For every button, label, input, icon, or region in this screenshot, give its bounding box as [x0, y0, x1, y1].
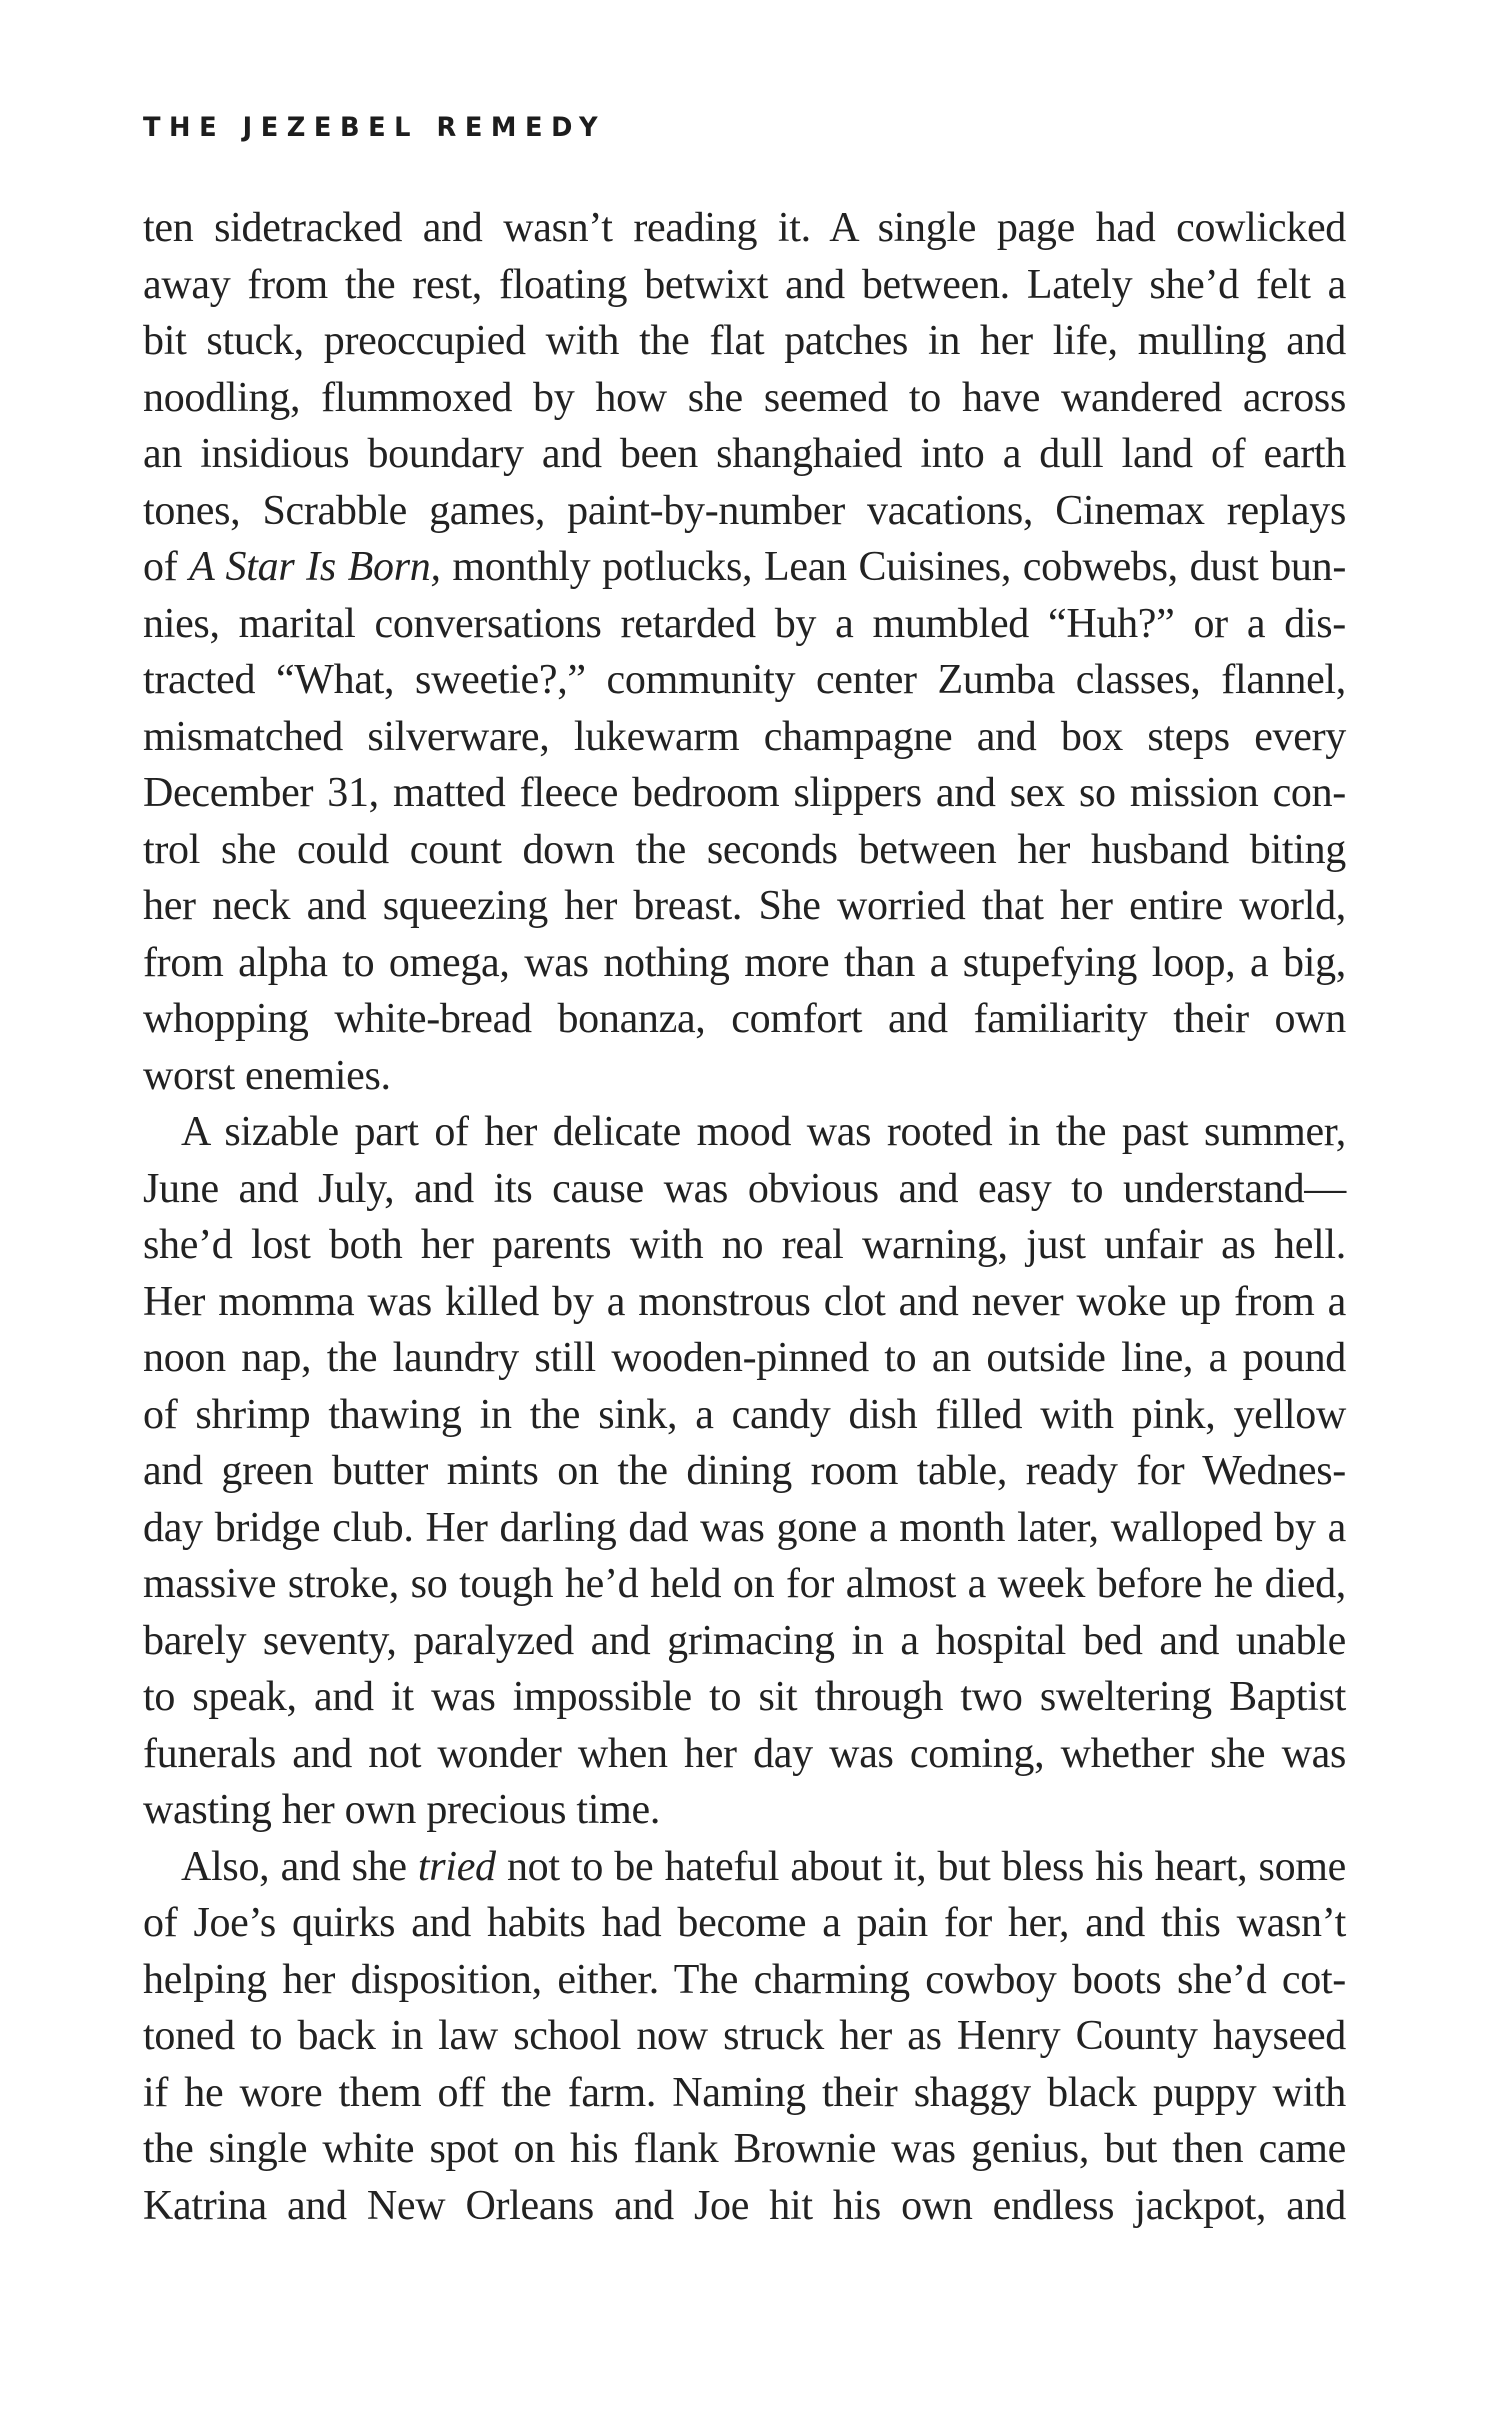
italic-text: A Star Is Born, [189, 544, 441, 590]
text-line [143, 1613, 1346, 1670]
text-segment: trol she could count down the seconds between her husband biting [143, 826, 1346, 873]
italic-text: tried [417, 1843, 496, 1890]
text-segment: Also, and she [181, 1843, 418, 1890]
text-line [143, 1048, 1346, 1105]
text-segment: noon nap, the laundry still wooden-pinned to an outside line, a pound [143, 1335, 1346, 1381]
text-line [143, 539, 1346, 596]
text-segment: noodling, flummoxed by how she seemed to have wandered across [143, 374, 1346, 421]
text-line [143, 1274, 1346, 1331]
text-segment: tones, Scrabble games, paint-by-number vacations, Cinemax replays [143, 487, 1346, 534]
text-segment: and green butter mints on the dining room table, ready for Wednes- [143, 1448, 1346, 1494]
running-head: THE JEZEBEL REMEDY [143, 112, 607, 143]
text-line [143, 1895, 1346, 1952]
text-line [143, 2178, 1346, 2235]
text-segment: if he wore them off the farm. Naming their shaggy black puppy with [143, 2069, 1346, 2116]
text-line [143, 313, 1346, 370]
text-segment: worst enemies. [143, 1052, 391, 1099]
text-line [143, 709, 1346, 766]
text-line [143, 483, 1346, 540]
text-line [143, 1217, 1346, 1274]
text-segment: barely seventy, paralyzed and grimacing in a hospital bed and unable [143, 1617, 1346, 1664]
text-line [143, 2121, 1346, 2178]
text-line [143, 1669, 1346, 1726]
text-segment: day bridge club. Her darling dad was gone a month later, walloped by a [143, 1504, 1346, 1551]
text-segment: nies, marital conversations retarded by a mumbled “Huh?” or a dis- [143, 600, 1346, 647]
text-segment: to speak, and it was impossible to sit through two sweltering Baptist [143, 1674, 1346, 1720]
text-segment: whopping white-bread bonanza, comfort and familiarity their own [143, 996, 1346, 1042]
text-line [143, 2065, 1346, 2122]
text-line [143, 2008, 1346, 2065]
text-line [143, 991, 1346, 1048]
text-line [143, 596, 1346, 653]
text-line [143, 200, 1346, 257]
text-segment: wasting her own precious time. [143, 1787, 661, 1833]
text-line [143, 370, 1346, 427]
text-segment: not to be hateful about it, but bless his heart, some [495, 1843, 1347, 1890]
text-line [143, 1387, 1346, 1444]
text-line [143, 1952, 1346, 2009]
text-line [143, 935, 1346, 992]
text-line [143, 1443, 1346, 1500]
text-line [143, 1726, 1346, 1783]
text-segment: massive stroke, so tough he’d held on for almost a week before he died, [143, 1561, 1346, 1607]
paragraph [143, 1104, 1346, 1839]
text-segment: of [143, 544, 190, 590]
text-line [143, 257, 1346, 314]
text-line [143, 1500, 1346, 1557]
text-segment: December 31, matted fleece bedroom slippers and sex so mission con- [143, 770, 1346, 816]
text-line [143, 1782, 1346, 1839]
text-segment: A sizable part of her delicate mood was rooted in the past summer, [181, 1109, 1346, 1155]
text-segment: ten sidetracked and wasn’t reading it. A single page had cowlicked [143, 205, 1346, 251]
text-line [143, 822, 1346, 879]
text-segment: she’d lost both her parents with no real warning, just unfair as hell. [143, 1222, 1346, 1268]
text-segment: an insidious boundary and been shanghaied into a dull land of earth [143, 431, 1346, 477]
text-line [143, 652, 1346, 709]
text-segment: from alpha to omega, was nothing more than a stupefying loop, a big, [143, 939, 1346, 986]
text-segment: monthly potlucks, Lean Cuisines, cobwebs, dust bun- [440, 544, 1347, 590]
text-segment: toned to back in law school now struck her as Henry County hayseed [143, 2013, 1346, 2059]
text-segment: Her momma was killed by a monstrous clot and never woke up from a [143, 1278, 1346, 1325]
text-line [143, 426, 1346, 483]
paragraph [143, 1839, 1346, 2235]
text-segment: the single white spot on his flank Brownie was genius, but then came [143, 2126, 1346, 2172]
text-segment: mismatched silverware, lukewarm champagne and box steps every [143, 713, 1346, 760]
text-segment: away from the rest, floating betwixt and between. Lately she’d felt a [143, 261, 1346, 308]
text-segment: bit stuck, preoccupied with the flat patches in her life, mulling and [143, 318, 1346, 364]
text-line [143, 1839, 1346, 1896]
text-segment: June and July, and its cause was obvious and easy to understand— [143, 1165, 1346, 1212]
text-line [143, 1330, 1346, 1387]
text-segment: helping her disposition, either. The charming cowboy boots she’d cot- [143, 1956, 1346, 2003]
paragraph [143, 200, 1346, 1104]
text-line [143, 765, 1346, 822]
text-line [143, 878, 1346, 935]
text-segment: funerals and not wonder when her day was coming, whether she was [143, 1730, 1346, 1777]
text-line [143, 1161, 1346, 1218]
text-segment: tracted “What, sweetie?,” community center Zumba classes, flannel, [143, 657, 1346, 703]
page-body-text [143, 200, 1346, 2234]
text-segment: of Joe’s quirks and habits had become a pain for her, and this wasn’t [143, 1900, 1346, 1946]
text-line [143, 1104, 1346, 1161]
text-segment: her neck and squeezing her breast. She worried that her entire world, [143, 883, 1346, 929]
text-segment: Katrina and New Orleans and Joe hit his own endless jackpot, and [143, 2182, 1346, 2229]
text-line [143, 1556, 1346, 1613]
text-segment: of shrimp thawing in the sink, a candy dish filled with pink, yellow [143, 1391, 1346, 1438]
